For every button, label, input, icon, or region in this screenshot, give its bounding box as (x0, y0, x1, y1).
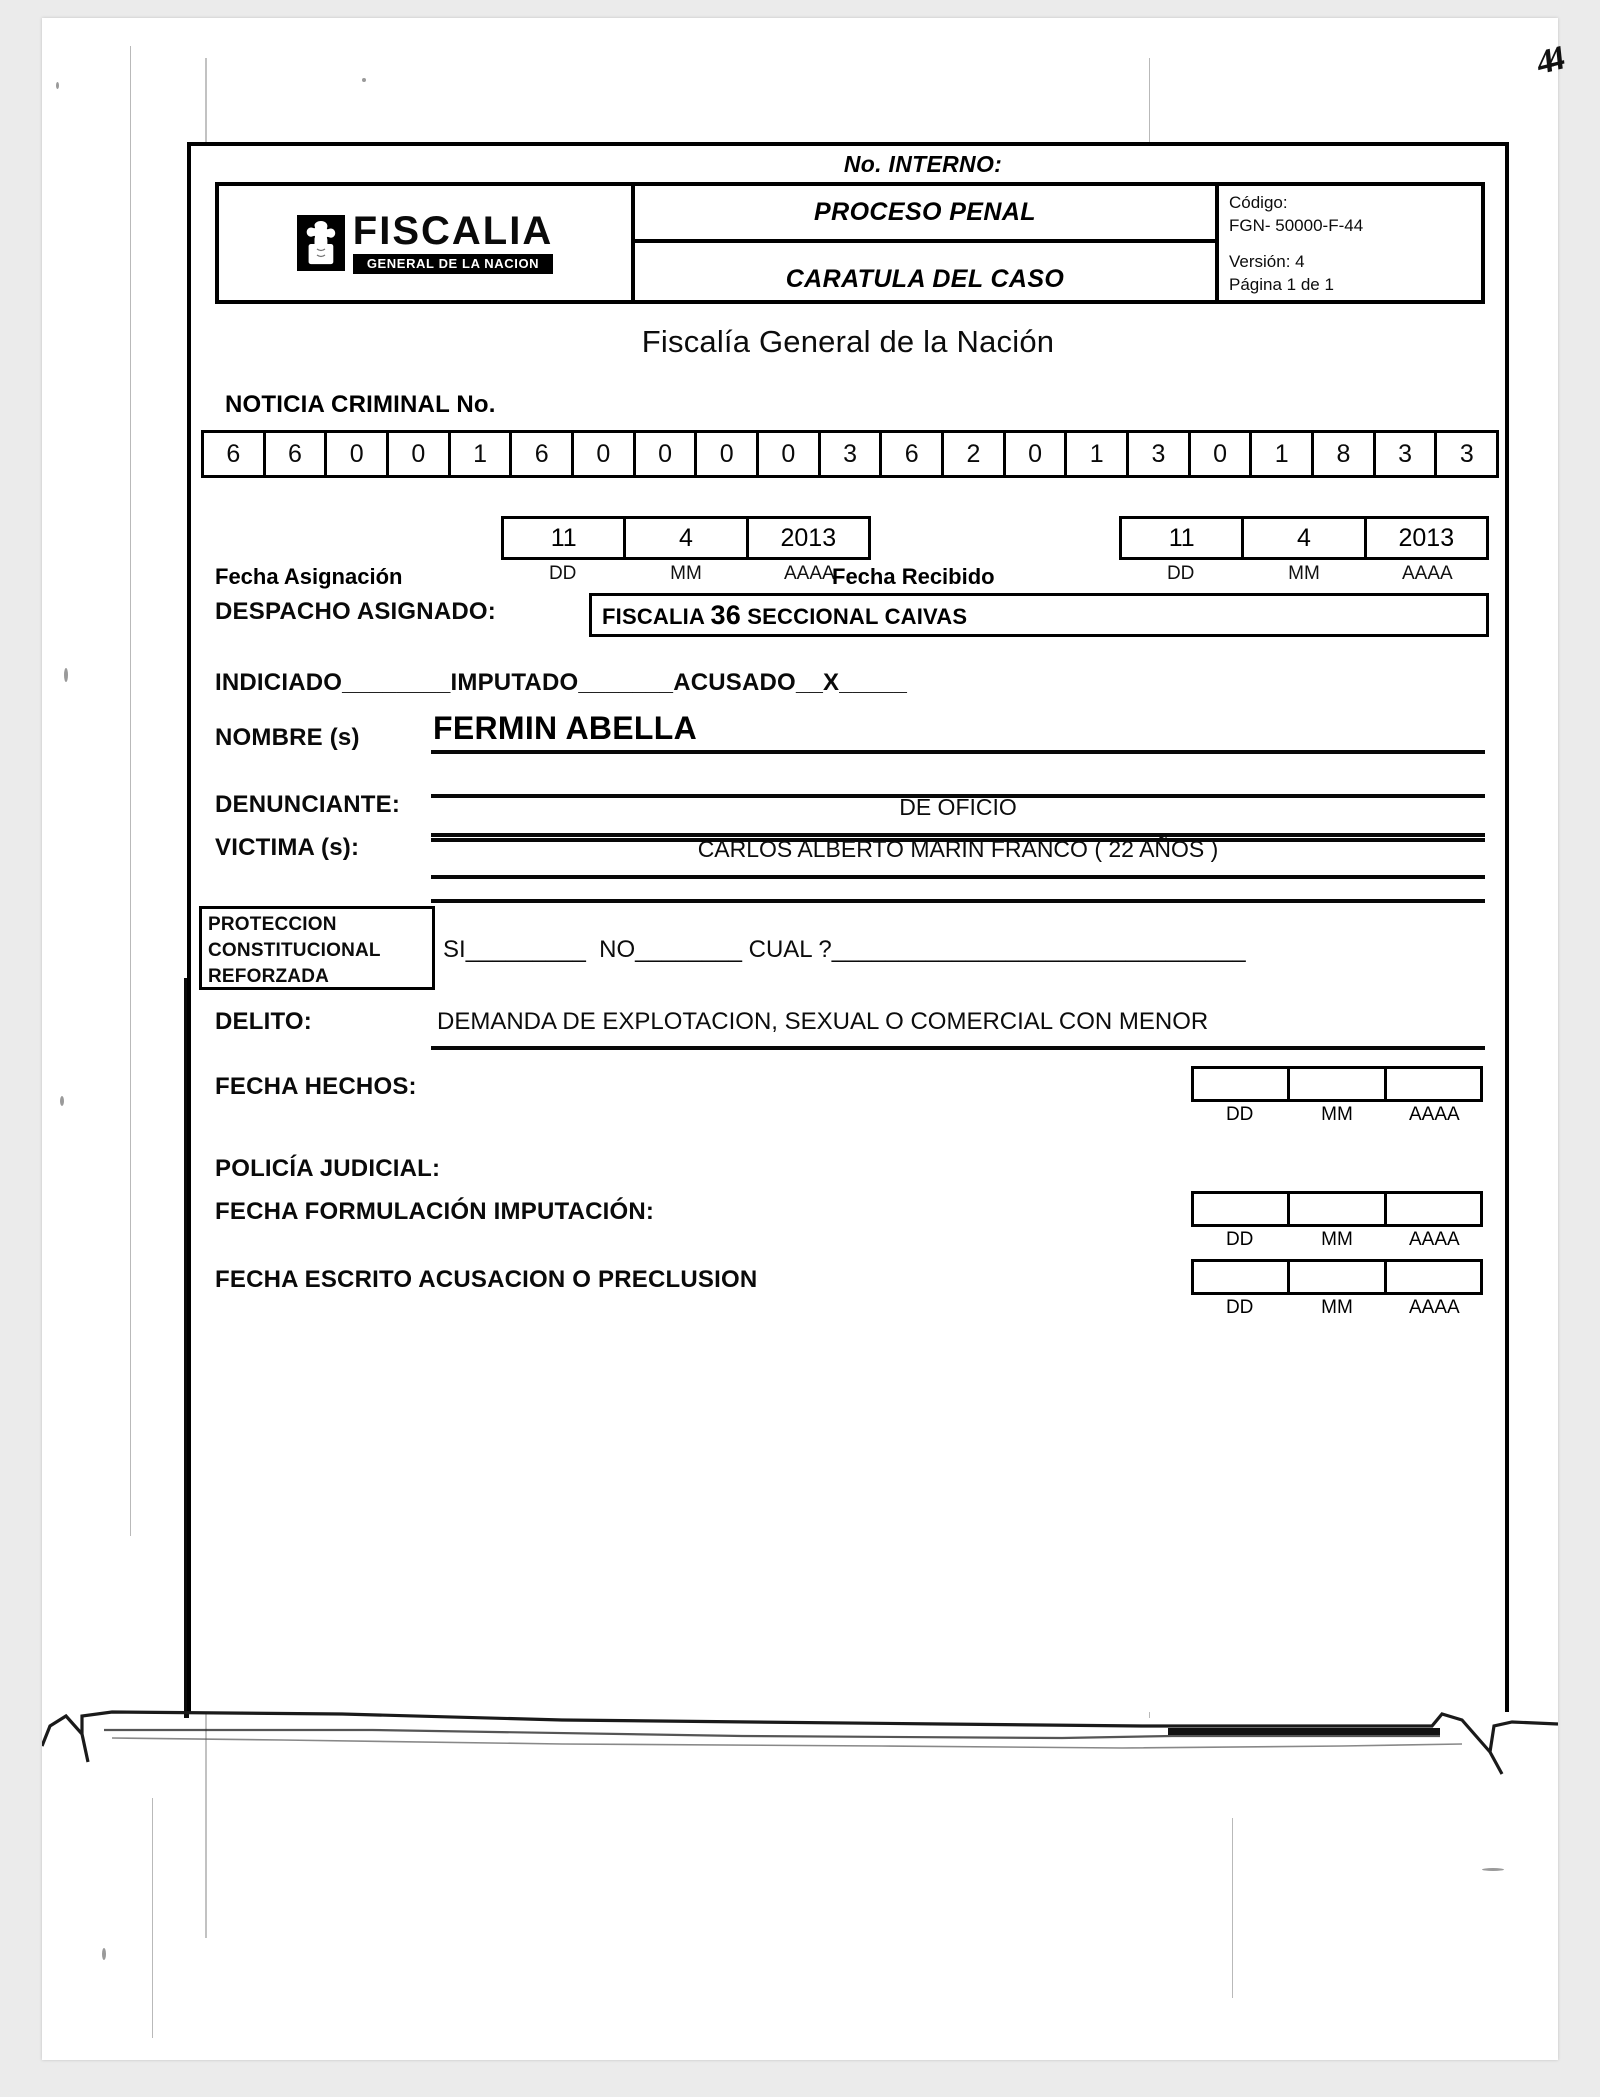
scan-speck (56, 82, 59, 89)
caption-dd: DD (1225, 1229, 1254, 1250)
noticia-digit-19[interactable]: 3 (1376, 433, 1438, 475)
no-interno-row (191, 146, 1505, 182)
acusado-blank-post: _____ (839, 669, 908, 696)
scan-streak (152, 1798, 153, 2038)
form-title-row (635, 243, 1215, 300)
fecha-imputacion-label: FECHA FORMULACIÓN IMPUTACIÓN: (215, 1198, 655, 1225)
proteccion-cual-label: CUAL ? (748, 936, 832, 963)
nombre-label: NOMBRE (s) (215, 724, 360, 751)
noticia-digit-16[interactable]: 0 (1191, 433, 1253, 475)
noticia-digit-18[interactable]: 8 (1314, 433, 1376, 475)
scan-speck (102, 1948, 106, 1960)
despacho-suffix: SECCIONAL CAIVAS (747, 603, 968, 629)
denunciante-value: DE OFICIO (899, 794, 1017, 820)
noticia-digit-9[interactable]: 0 (759, 433, 821, 475)
entity-title: Fiscalía General de la Nación (641, 324, 1055, 359)
fecha-hechos-aaaa[interactable] (1387, 1069, 1480, 1099)
proteccion-no-blank[interactable]: ________ (635, 936, 742, 963)
no-interno-label: No. INTERNO: (843, 150, 1003, 177)
noticia-digit-0[interactable]: 6 (204, 433, 266, 475)
logo-cell (219, 186, 635, 300)
scan-speck (64, 668, 68, 682)
scan-speck (60, 1096, 64, 1106)
logo-subtitle: GENERAL DE LA NACION (353, 254, 553, 274)
fecha-imputacion-aaaa[interactable] (1387, 1194, 1480, 1224)
party-status-row (215, 669, 907, 697)
scanned-page (42, 18, 1561, 2060)
fecha-recibido-dd[interactable]: 11 (1122, 519, 1244, 557)
policia-judicial-label: POLICÍA JUDICIAL: (215, 1155, 441, 1182)
process-title-row (635, 186, 1215, 243)
nombre-value: FERMIN ABELLA (433, 710, 698, 746)
fecha-asignacion-captions (501, 563, 871, 585)
case-cover-form (187, 142, 1509, 1712)
noticia-digit-8[interactable]: 0 (697, 433, 759, 475)
denunciante-label: DENUNCIANTE: (215, 791, 401, 818)
despacho-asignado-field[interactable] (589, 593, 1489, 637)
noticia-criminal-digit-grid (201, 430, 1499, 478)
noticia-digit-7[interactable]: 0 (636, 433, 698, 475)
handwritten-corner-mark: 44 (1535, 40, 1561, 83)
noticia-digit-13[interactable]: 0 (1006, 433, 1068, 475)
fecha-acusacion-group (1191, 1259, 1483, 1319)
form-header-table (215, 182, 1485, 304)
fecha-imputacion-group (1191, 1191, 1483, 1251)
imputado-blank[interactable]: _______ (578, 669, 674, 696)
noticia-digit-1[interactable]: 6 (266, 433, 328, 475)
noticia-digit-12[interactable]: 2 (944, 433, 1006, 475)
caption-aaaa: AAAA (783, 563, 835, 584)
despacho-asignado-value (602, 600, 967, 631)
indiciado-label: INDICIADO (215, 669, 343, 696)
nombre-rule-1 (431, 750, 1485, 754)
fecha-acusacion-label: FECHA ESCRITO ACUSACION O PRECLUSION (215, 1266, 758, 1293)
fecha-acusacion-boxes (1191, 1259, 1483, 1295)
fecha-hechos-captions (1191, 1104, 1483, 1126)
delito-label: DELITO: (215, 1008, 312, 1035)
caption-aaaa: AAAA (1408, 1229, 1460, 1250)
proteccion-line-2: CONSTITUCIONAL (208, 940, 381, 962)
acusado-check-mark[interactable]: X (823, 669, 840, 696)
fecha-imputacion-boxes (1191, 1191, 1483, 1227)
fecha-asignacion-dd[interactable]: 11 (504, 519, 626, 557)
fecha-acusacion-dd[interactable] (1194, 1262, 1290, 1292)
caption-mm: MM (1288, 563, 1320, 584)
fecha-imputacion-mm[interactable] (1290, 1194, 1386, 1224)
caption-mm: MM (1321, 1297, 1353, 1318)
caption-dd: DD (1225, 1104, 1254, 1125)
logo-wordmark: FISCALIA (352, 208, 554, 253)
noticia-digit-11[interactable]: 6 (882, 433, 944, 475)
caption-aaaa: AAAA (1408, 1104, 1460, 1125)
noticia-digit-10[interactable]: 3 (821, 433, 883, 475)
puzzle-person-emblem-icon (297, 215, 345, 271)
despacho-prefix: FISCALIA (602, 603, 705, 629)
proteccion-si-label: SI (443, 936, 466, 963)
scan-streak (1232, 1818, 1233, 1998)
noticia-digit-20[interactable]: 3 (1459, 439, 1474, 468)
codigo-label: Código: (1229, 193, 1288, 212)
caption-mm: MM (1321, 1104, 1353, 1125)
fecha-recibido-mm[interactable]: 4 (1244, 519, 1366, 557)
proteccion-si-blank[interactable]: _________ (465, 936, 586, 963)
caption-aaaa: AAAA (1401, 563, 1453, 584)
proteccion-constitucional-box (199, 906, 435, 990)
fecha-asignacion-label: Fecha Asignación (215, 564, 403, 589)
noticia-digit-4[interactable]: 1 (451, 433, 513, 475)
caption-dd: DD (1166, 563, 1195, 584)
victima-rule-1 (431, 875, 1485, 879)
victima-rule-2 (431, 899, 1485, 903)
fecha-acusacion-mm[interactable] (1290, 1262, 1386, 1292)
proteccion-options-row (443, 936, 1246, 964)
acusado-label: ACUSADO (673, 669, 796, 696)
fecha-asignacion-boxes (501, 516, 871, 560)
noticia-digit-5[interactable]: 6 (512, 433, 574, 475)
delito-rule (431, 1046, 1485, 1050)
caption-dd: DD (1225, 1297, 1254, 1318)
fecha-recibido-group (1119, 516, 1489, 585)
process-title: PROCESO PENAL (814, 198, 1036, 226)
scan-fold-artifact (42, 1704, 1558, 1794)
fecha-recibido-captions (1119, 563, 1489, 585)
fecha-imputacion-dd[interactable] (1194, 1194, 1290, 1224)
fecha-asignacion-aaaa[interactable]: 2013 (780, 523, 837, 552)
caption-mm: MM (670, 563, 702, 584)
despacho-asignado-label: DESPACHO ASIGNADO: (215, 598, 496, 625)
noticia-digit-15[interactable]: 3 (1129, 433, 1191, 475)
caption-aaaa: AAAA (1408, 1297, 1460, 1318)
scan-speck (362, 78, 366, 82)
noticia-digit-6[interactable]: 0 (574, 433, 636, 475)
noticia-criminal-label: NOTICIA CRIMINAL No. (225, 391, 496, 418)
scan-speck (1482, 1868, 1504, 1871)
fecha-asignacion-mm[interactable]: 4 (626, 519, 748, 557)
noticia-digit-14[interactable]: 1 (1067, 433, 1129, 475)
header-title-cell (635, 186, 1219, 300)
form-title: CARATULA DEL CASO (785, 265, 1065, 293)
fecha-recibido-label: Fecha Recibido (832, 564, 995, 589)
caption-dd: DD (548, 563, 577, 584)
fecha-recibido-boxes (1119, 516, 1489, 560)
fecha-acusacion-aaaa[interactable] (1387, 1262, 1480, 1292)
imputado-label: IMPUTADO (450, 669, 579, 696)
header-meta-cell (1219, 186, 1481, 300)
version-value: Versión: 4 (1229, 251, 1305, 271)
fecha-asignacion-group (501, 516, 871, 585)
noticia-digit-3[interactable]: 0 (389, 433, 451, 475)
acusado-blank-pre: __ (795, 669, 824, 696)
noticia-digit-17[interactable]: 1 (1252, 433, 1314, 475)
fiscalia-logo (297, 208, 554, 274)
fecha-hechos-mm[interactable] (1290, 1069, 1386, 1099)
fecha-hechos-label: FECHA HECHOS: (215, 1073, 417, 1100)
delito-value: DEMANDA DE EXPLOTACION, SEXUAL O COMERCIAL CON MENOR (437, 1008, 1209, 1035)
proteccion-line-3: REFORZADA (208, 966, 330, 988)
scan-streak (130, 46, 131, 1536)
fecha-acusacion-captions (1191, 1297, 1483, 1319)
noticia-digit-2[interactable]: 0 (327, 433, 389, 475)
fecha-recibido-aaaa[interactable]: 2013 (1398, 523, 1455, 552)
fecha-hechos-boxes (1191, 1066, 1483, 1102)
indiciado-blank[interactable]: ________ (342, 669, 451, 696)
fecha-hechos-dd[interactable] (1194, 1069, 1290, 1099)
fecha-hechos-group (1191, 1066, 1483, 1126)
caption-mm: MM (1321, 1229, 1353, 1250)
proteccion-cual-blank[interactable]: _______________________________ (831, 936, 1246, 963)
victima-value: CARLOS ALBERTO MARIN FRANCO ( 22 AÑOS ) (697, 836, 1219, 862)
proteccion-line-1: PROTECCION (208, 914, 337, 935)
proteccion-no-label: NO (599, 936, 636, 963)
codigo-value: FGN- 50000-F-44 (1229, 216, 1364, 236)
victima-label: VICTIMA (s): (215, 834, 360, 861)
despacho-number: 36 (710, 599, 741, 630)
fecha-imputacion-captions (1191, 1229, 1483, 1251)
logo-text (352, 208, 554, 274)
pagina-value: Página 1 de 1 (1229, 275, 1334, 295)
